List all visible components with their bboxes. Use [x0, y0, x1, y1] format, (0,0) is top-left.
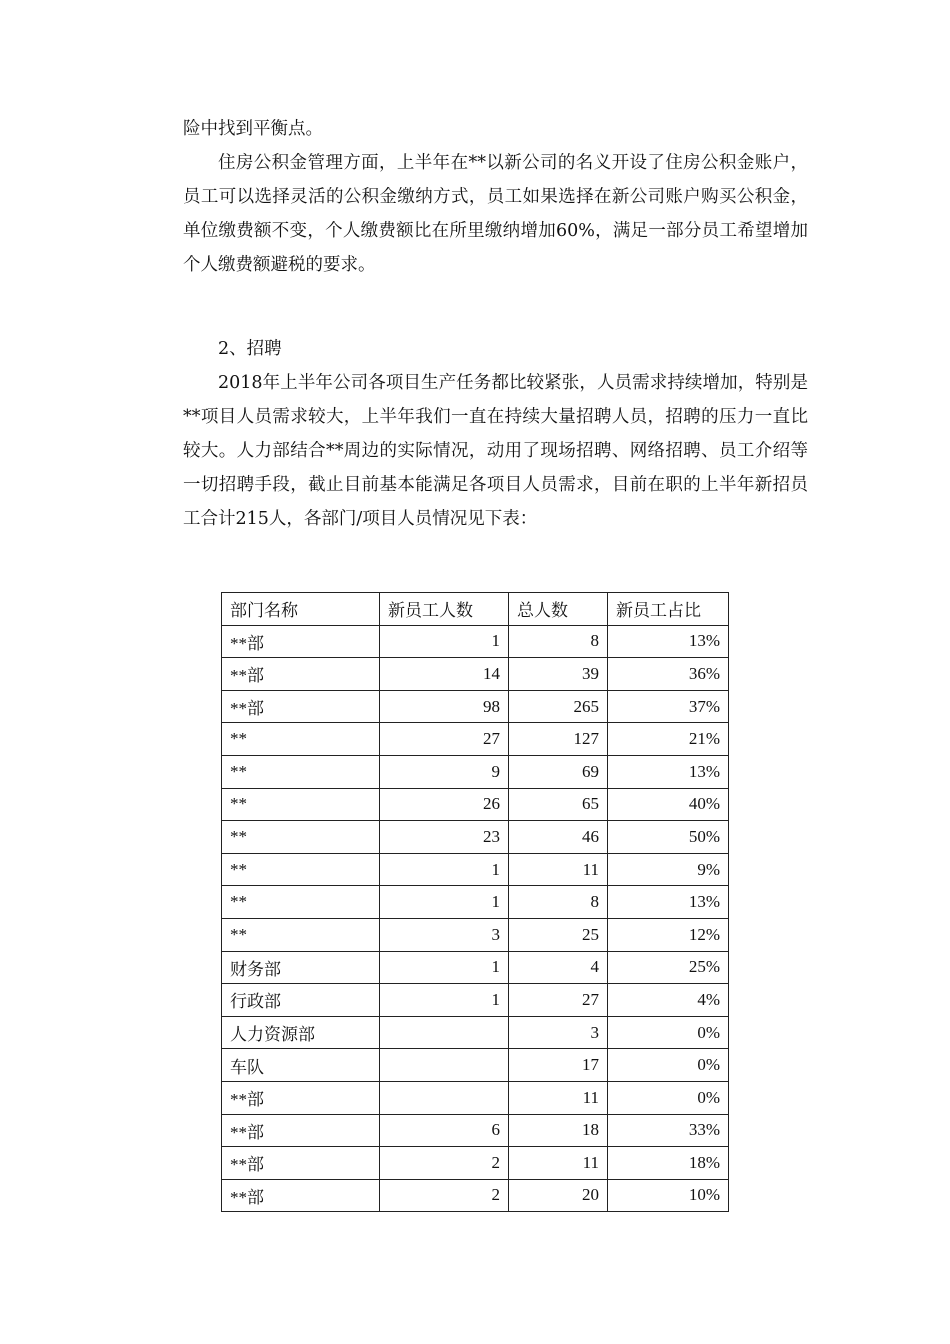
cell-department: ** — [222, 723, 380, 756]
cell-total-staff: 46 — [509, 821, 608, 854]
cell-department: ** — [222, 788, 380, 821]
cell-new-ratio: 0% — [608, 1081, 729, 1114]
cell-total-staff: 11 — [509, 1147, 608, 1180]
table-row — [222, 690, 729, 723]
cell-total-staff: 69 — [509, 755, 608, 788]
table-row — [222, 1179, 729, 1212]
cell-total-staff: 20 — [509, 1179, 608, 1212]
cell-new-staff: 26 — [380, 788, 509, 821]
cell-new-ratio: 13% — [608, 625, 729, 658]
cell-new-ratio: 36% — [608, 658, 729, 691]
staff-table — [221, 592, 729, 1212]
header-new-staff: 新员工人数 — [380, 593, 509, 626]
cell-total-staff: 127 — [509, 723, 608, 756]
cell-new-ratio: 25% — [608, 951, 729, 984]
cell-total-staff: 39 — [509, 658, 608, 691]
cell-department: 车队 — [222, 1049, 380, 1082]
cell-new-staff: 6 — [380, 1114, 509, 1147]
cell-new-staff: 14 — [380, 658, 509, 691]
cell-new-staff: 1 — [380, 984, 509, 1017]
cell-new-staff: 1 — [380, 853, 509, 886]
cell-department: **部 — [222, 1179, 380, 1212]
cell-department: ** — [222, 918, 380, 951]
cell-new-ratio: 50% — [608, 821, 729, 854]
cell-total-staff: 25 — [509, 918, 608, 951]
cell-new-ratio: 0% — [608, 1016, 729, 1049]
cell-department: 行政部 — [222, 984, 380, 1017]
cell-new-staff — [380, 1049, 509, 1082]
table-row — [222, 886, 729, 919]
cell-total-staff: 3 — [509, 1016, 608, 1049]
cell-department: **部 — [222, 625, 380, 658]
cell-new-ratio: 13% — [608, 886, 729, 919]
table-row — [222, 1049, 729, 1082]
cell-new-ratio: 40% — [608, 788, 729, 821]
cell-new-staff: 23 — [380, 821, 509, 854]
cell-department: **部 — [222, 1081, 380, 1114]
cell-department: ** — [222, 886, 380, 919]
cell-total-staff: 65 — [509, 788, 608, 821]
cell-new-staff: 1 — [380, 951, 509, 984]
table-row — [222, 853, 729, 886]
table-row — [222, 1114, 729, 1147]
cell-department: **部 — [222, 1114, 380, 1147]
cell-total-staff: 17 — [509, 1049, 608, 1082]
table-row — [222, 1147, 729, 1180]
cell-new-staff — [380, 1016, 509, 1049]
cell-department: ** — [222, 755, 380, 788]
cell-new-staff: 1 — [380, 625, 509, 658]
table-row — [222, 788, 729, 821]
cell-total-staff: 8 — [509, 886, 608, 919]
cell-new-ratio: 0% — [608, 1049, 729, 1082]
cell-new-staff: 9 — [380, 755, 509, 788]
paragraph-housing-fund: 住房公积金管理方面，上半年在**以新公司的名义开设了住房公积金账户，员工可以选择灵活的公积金缴纳方式，员工如果选择在新公司账户购买公积金，单位缴费额不变，个人缴费额比在所里缴纳增加60%，满足一部分员工希望增加个人缴费额避税的要求。 — [183, 153, 808, 275]
table-row — [222, 821, 729, 854]
table-row — [222, 658, 729, 691]
cell-new-ratio: 18% — [608, 1147, 729, 1180]
table-row — [222, 755, 729, 788]
cell-department: **部 — [222, 1147, 380, 1180]
header-total-staff: 总人数 — [509, 593, 608, 626]
cell-new-staff: 2 — [380, 1147, 509, 1180]
header-department: 部门名称 — [222, 593, 380, 626]
table-row — [222, 951, 729, 984]
cell-total-staff: 27 — [509, 984, 608, 1017]
cell-total-staff: 18 — [509, 1114, 608, 1147]
table-row — [222, 1016, 729, 1049]
header-new-ratio: 新员工占比 — [608, 593, 729, 626]
table-row — [222, 1081, 729, 1114]
table-row — [222, 625, 729, 658]
cell-new-staff: 3 — [380, 918, 509, 951]
table-row — [222, 723, 729, 756]
cell-new-staff: 1 — [380, 886, 509, 919]
cell-department: 财务部 — [222, 951, 380, 984]
cell-new-ratio: 4% — [608, 984, 729, 1017]
table-row — [222, 918, 729, 951]
cell-new-staff — [380, 1081, 509, 1114]
cell-new-ratio: 12% — [608, 918, 729, 951]
cell-new-ratio: 10% — [608, 1179, 729, 1212]
paragraph-recruitment: 2018年上半年公司各项目生产任务都比较紧张，人员需求持续增加，特别是**项目人员需求较大，上半年我们一直在持续大量招聘人员，招聘的压力一直比较大。人力部结合**周边的实际情况，动用了现场招聘、网络招聘、员工介绍等一切招聘手段，截止目前基本能满足各项目人员需求，目前在职的上半年新招员工合计215人，各部门/项目人员情况见下表： — [183, 373, 808, 529]
paragraph-continuation: 险中找到平衡点。 — [183, 119, 323, 139]
table-row — [222, 984, 729, 1017]
cell-new-ratio: 13% — [608, 755, 729, 788]
cell-total-staff: 11 — [509, 1081, 608, 1114]
cell-department: ** — [222, 853, 380, 886]
section-heading-recruitment: 2、招聘 — [218, 339, 282, 359]
cell-department: ** — [222, 821, 380, 854]
table-header-row — [222, 593, 729, 626]
cell-total-staff: 11 — [509, 853, 608, 886]
cell-new-staff: 2 — [380, 1179, 509, 1212]
cell-new-ratio: 21% — [608, 723, 729, 756]
cell-department: **部 — [222, 658, 380, 691]
cell-total-staff: 265 — [509, 690, 608, 723]
cell-new-staff: 27 — [380, 723, 509, 756]
cell-new-ratio: 33% — [608, 1114, 729, 1147]
cell-total-staff: 4 — [509, 951, 608, 984]
cell-department: 人力资源部 — [222, 1016, 380, 1049]
cell-new-staff: 98 — [380, 690, 509, 723]
cell-new-ratio: 37% — [608, 690, 729, 723]
cell-department: **部 — [222, 690, 380, 723]
cell-new-ratio: 9% — [608, 853, 729, 886]
cell-total-staff: 8 — [509, 625, 608, 658]
